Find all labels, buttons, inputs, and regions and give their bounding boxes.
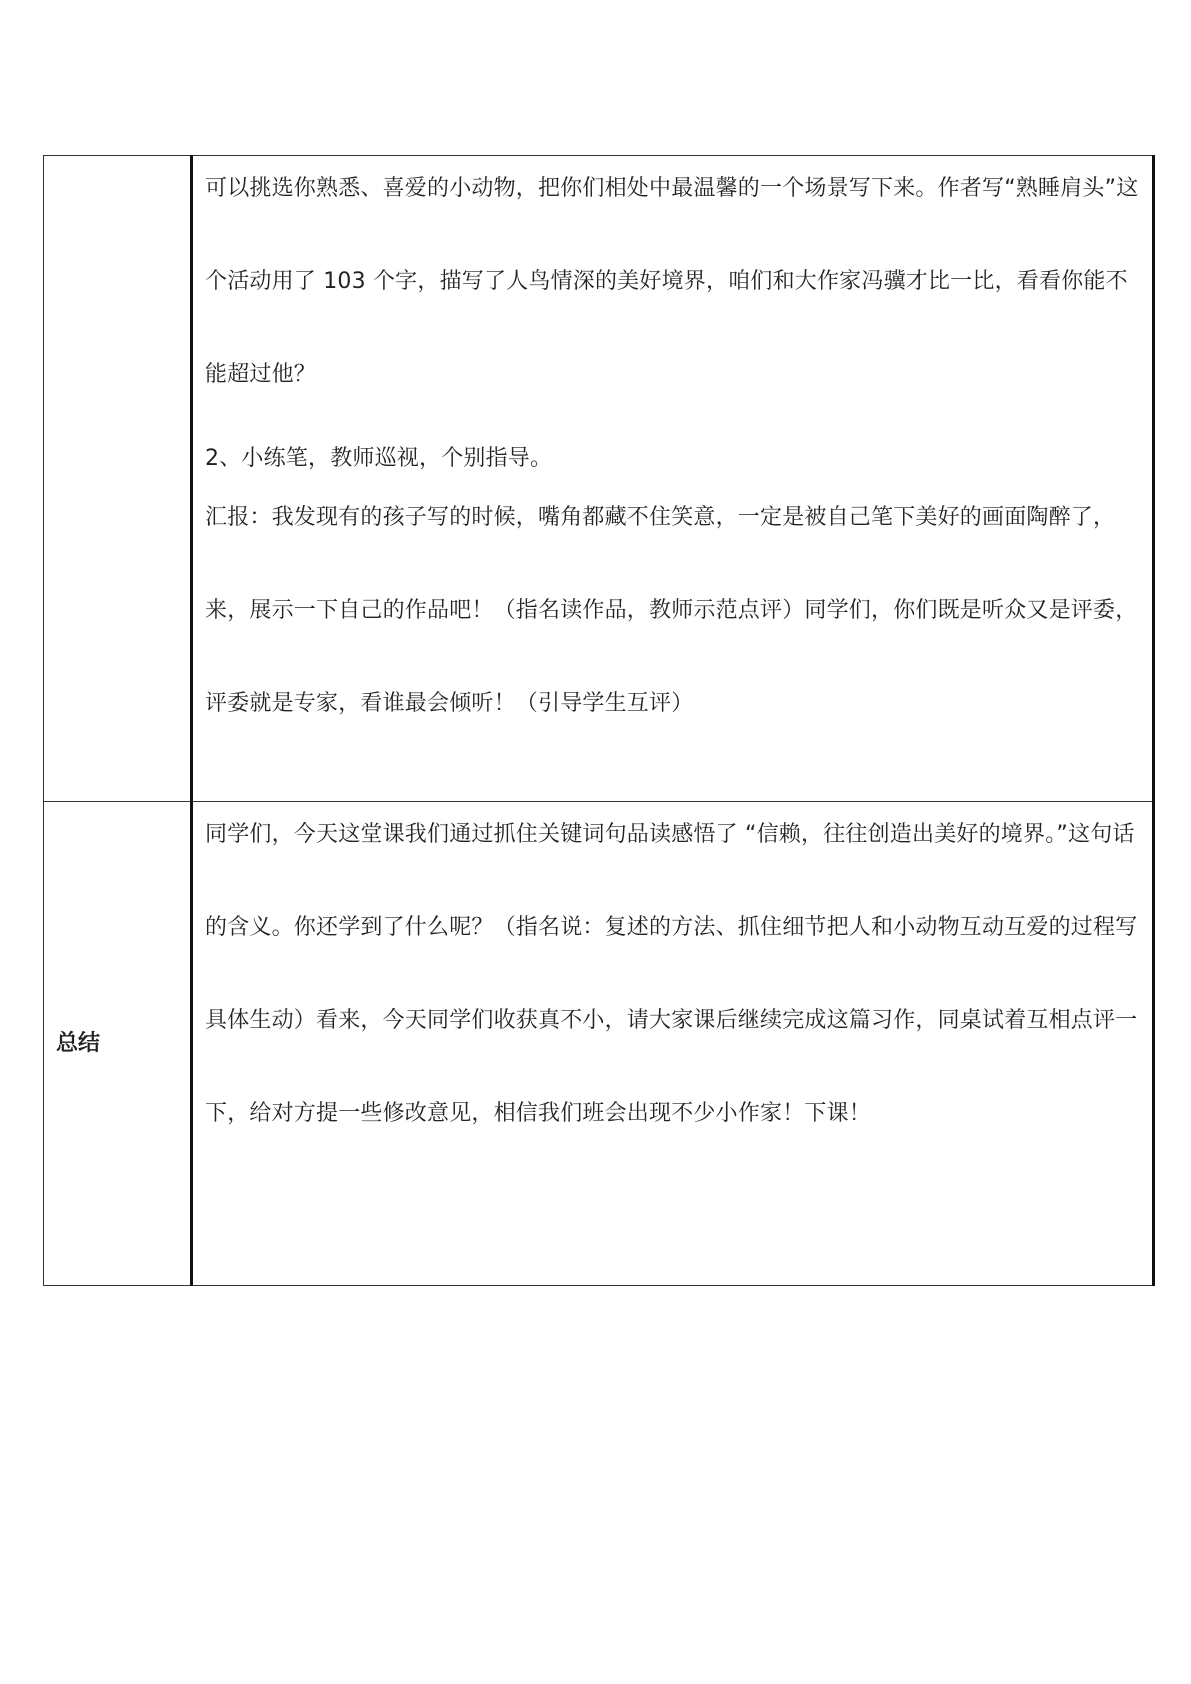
content-paragraph: 汇报：我发现有的孩子写的时候，嘴角都藏不住笑意，一定是被自己笔下美好的画面陶醉了，来，展示一下自己的作品吧！（指名读作品，教师示范点评）同学们，你们既是听众又是评委，评委就是专家，看谁最会倾听！（引导学生互评） xyxy=(205,505,1138,716)
section-label-cell xyxy=(44,156,192,802)
section-label-cell xyxy=(44,802,192,1286)
content-paragraph: 2、小练笔，教师巡视，个别指导。 xyxy=(205,446,553,471)
content-paragraph: 同学们，今天这堂课我们通过抓住关键词句品读感悟了 “信赖，往往创造出美好的境界。”这句话的含义。你还学到了什么呢？（指名说：复述的方法、抓住细节把人和小动物互动互爱的过程写具体生动）看来，今天同学们收获真不小，请大家课后继续完成这篇习作，同桌试着互相点评一下，给对方提一些修改意见，相信我们班会出现不少小作家！下课！ xyxy=(205,822,1138,1126)
lesson-plan-table xyxy=(43,155,1155,1286)
content-paragraph: 可以挑选你熟悉、喜爱的小动物，把你们相处中最温馨的一个场景写下来。作者写“熟睡肩头”这个活动用了 103 个字，描写了人鸟情深的美好境界，咱们和大作家冯骥才比一比，看看你能不能超过他？ xyxy=(205,176,1139,387)
table-row xyxy=(44,802,1154,1286)
section-label: 总结 xyxy=(56,1030,101,1056)
section-content-cell xyxy=(192,156,1154,802)
table-row xyxy=(44,156,1154,802)
section-content-cell xyxy=(192,802,1154,1286)
